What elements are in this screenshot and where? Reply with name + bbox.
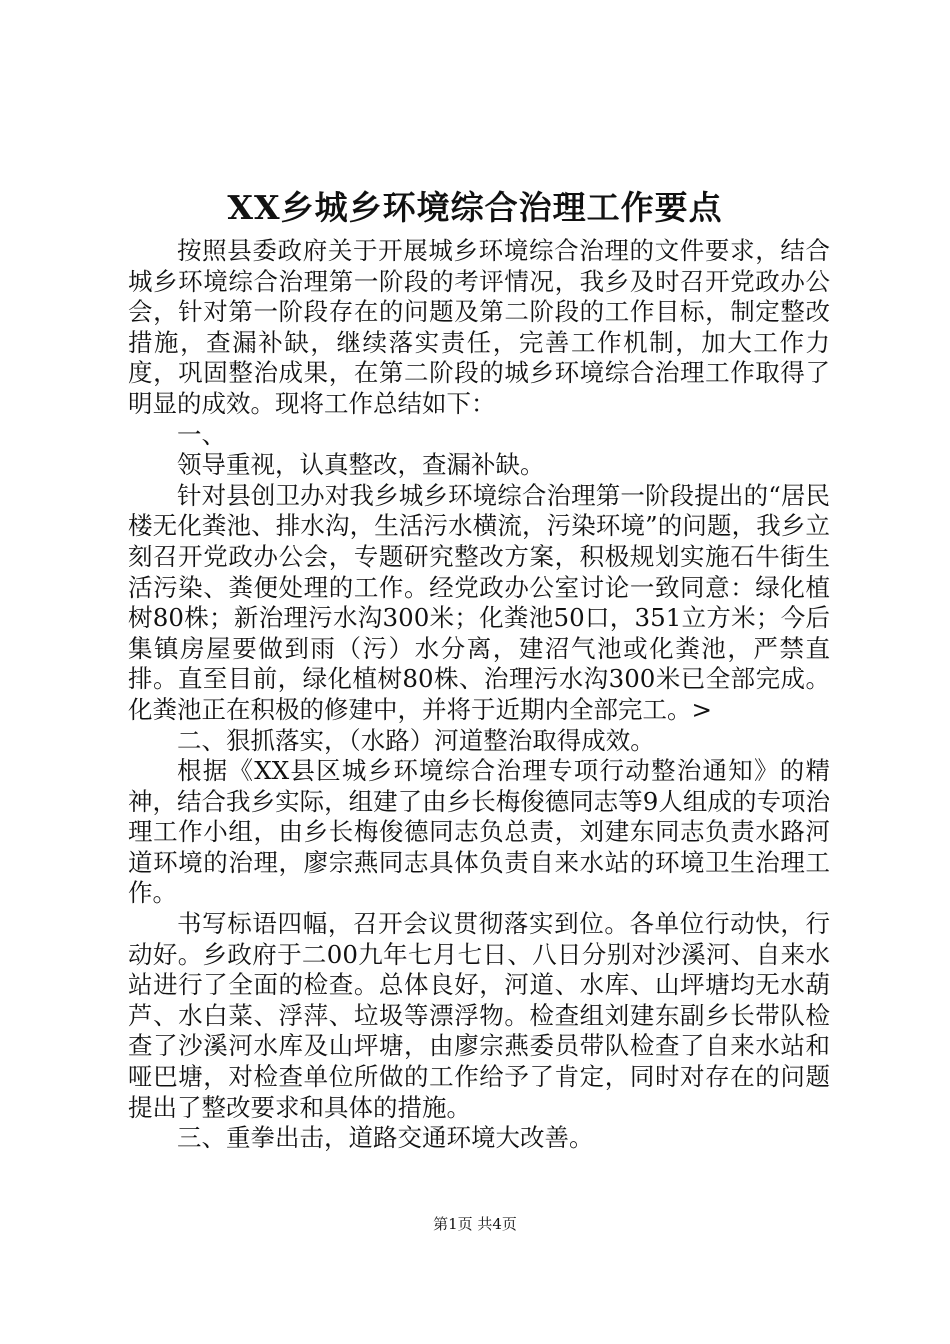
page-footer: 第1页 共4页	[433, 1215, 517, 1233]
paragraph-section-one: 针对县创卫办对我乡城乡环境综合治理第一阶段提出的“居民楼无化粪池、排水沟，生活污水横流，污染环境”的问题，我乡立刻召开党政办公会，专题研究整改方案，积极规划实施石牛街生活污染、粪便处理的工作。经党政办公室讨论一致同意：绿化植树80株；新治理污水沟300米；化粪池50口，351立方米；今后集镇房屋要做到雨（污）水分离，建沼气池或化粪池，严禁直排。直至目前，绿化植树80株、治理污水沟300米已全部完成。化粪池正在积极的修建中，并将于近期内全部完工。>	[128, 480, 830, 724]
section-heading-three: 三、重拳出击，道路交通环境大改善。	[177, 1123, 594, 1153]
paragraph-section-two-b: 书写标语四幅，召开会议贯彻落实到位。各单位行动快，行动好。乡政府于二00九年七月七日、八日分别对沙溪河、自来水站进行了全面的检查。总体良好，河道、水库、山坪塘均无水葫芦、水白菜、浮萍、垃圾等漂浮物。检查组刘建东副乡长带队检查了沙溪河水库及山坪塘，由廖宗燕委员带队检查了自来水站和哑巴塘，对检查单位所做的工作给予了肯定，同时对存在的问题提出了整改要求和具体的措施。	[128, 909, 830, 1122]
document-body	[128, 236, 830, 1154]
paragraph-section-two-a: 根据《XX县区城乡环境综合治理专项行动整治通知》的精神，结合我乡实际，组建了由乡长梅俊德同志等9人组成的专项治理工作小组，由乡长梅俊德同志负总责，刘建东同志负责水路河道环境的治理，廖宗燕同志具体负责自来水站的环境卫生治理工作。	[128, 756, 830, 908]
section-heading-one: 领导重视，认真整改，查漏补缺。	[177, 450, 545, 480]
section-number-one: 一、	[177, 419, 226, 449]
paragraph-intro: 按照县委政府关于开展城乡环境综合治理的文件要求，结合城乡环境综合治理第一阶段的考评情况，我乡及时召开党政办公会，针对第一阶段存在的问题及第二阶段的工作目标，制定整改措施，查漏补缺，继续落实责任，完善工作机制，加大工作力度，巩固整治成果，在第二阶段的城乡环境综合治理工作取得了明显的成效。现将工作总结如下：	[128, 236, 830, 418]
section-heading-two: 二、狠抓落实，（水路）河道整治取得成效。	[177, 725, 655, 755]
document-title: XX乡城乡环境综合治理工作要点	[227, 188, 723, 227]
